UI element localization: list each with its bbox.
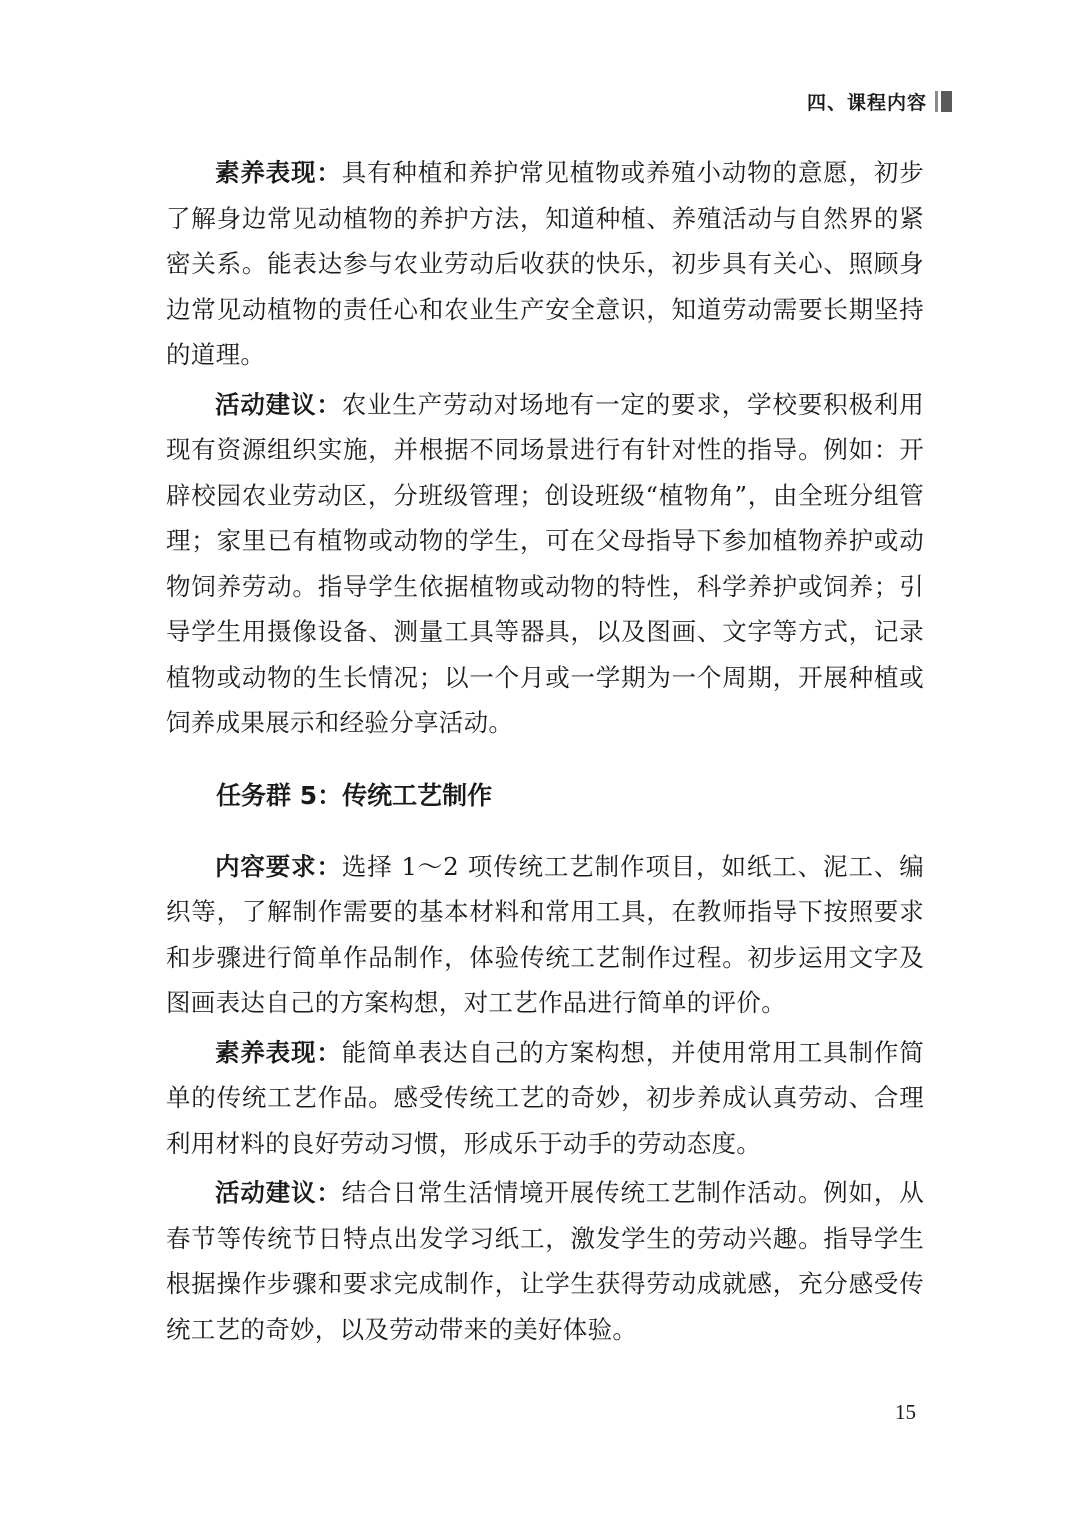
header-bar-thin — [935, 91, 938, 112]
running-header — [807, 88, 952, 115]
paragraph-text: 结合日常生活情境开展传统工艺制作活动。例如，从春节等传统节日特点出发学习纸工，激发学生的劳动兴趣。指导学生根据操作步骤和要求完成制作，让学生获得劳动成就感，充分感受传统工艺的奇妙，以及劳动带来的美好体验。 — [166, 1178, 924, 1344]
paragraph-label: 内容要求： — [215, 851, 342, 881]
paragraph-text: 能简单表达自己的方案构想，并使用常用工具制作简单的传统工艺作品。感受传统工艺的奇妙，初步养成认真劳动、合理利用材料的良好劳动习惯，形成乐于动手的劳动态度。 — [166, 1037, 924, 1158]
paragraph-label: 素养表现： — [215, 158, 342, 187]
header-title: 四、课程内容 — [806, 92, 927, 114]
paragraph-text: 具有种植和养护常见植物或养殖小动物的意愿，初步了解身边常见动植物的养护方法，知道种植、养殖活动与自然界的紧密关系。能表达参与农业劳动后收获的快乐，初步具有关心、照顾身边常见动植物的责任心和农业生产安全意识，知道劳动需要长期坚持的道理。 — [166, 158, 924, 369]
paragraph-literacy-performance-2 — [166, 1030, 924, 1167]
paragraph-label: 活动建议： — [215, 389, 342, 419]
paragraph-activity-suggestion-2 — [166, 1170, 924, 1352]
header-bar-thick — [941, 91, 952, 112]
paragraph-text: 农业生产劳动对场地有一定的要求，学校要积极利用现有资源组织实施，并根据不同场景进行有针对性的指导。例如：开辟校园农业劳动区，分班级管理；创设班级“植物角”，由全班分组管理；家里已有植物或动物的学生，可在父母指导下参加植物养护或动物饲养劳动。指导学生依据植物或动物的特性，科学养护或饲养；引导学生用摄像设备、测量工具等器具，以及图画、文字等方式，记录植物或动物的生长情况；以一个月或一学期为一个周期，开展种植或饲养成果展示和经验分享活动。 — [166, 389, 924, 737]
paragraph-label: 活动建议： — [215, 1178, 342, 1207]
section-heading-task-group-5: 任务群 5：传统工艺制作 — [216, 780, 493, 810]
paragraph-literacy-performance-1 — [166, 150, 924, 378]
header-bar-marks — [935, 91, 952, 112]
page-number: 15 — [895, 1400, 916, 1424]
page-body — [166, 150, 924, 1356]
paragraph-activity-suggestion-1 — [166, 382, 924, 746]
paragraph-content-requirement — [166, 844, 924, 1026]
paragraph-label: 素养表现： — [215, 1037, 342, 1067]
paragraph-text: 选择 1～2 项传统工艺制作项目，如纸工、泥工、编织等，了解制作需要的基本材料和常用工具，在教师指导下按照要求和步骤进行简单作品制作，体验传统工艺制作过程。初步运用文字及图画表达自己的方案构想，对工艺作品进行简单的评价。 — [166, 851, 925, 1017]
